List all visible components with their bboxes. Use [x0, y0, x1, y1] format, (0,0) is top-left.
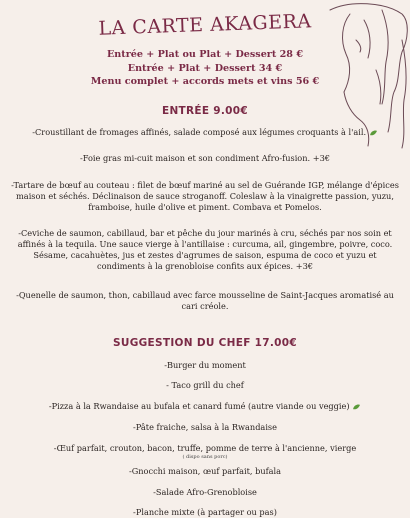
leaf-icon	[369, 130, 378, 136]
leaf-icon	[352, 404, 361, 410]
entree-item: -Ceviche de saumon, cabillaud, bar et pêche du jour marinés à cru, séchés par nos soin et affinés à la tequila. Une sauce vierge à l'antillaise : curcuma, ail, gingembre, poivre, coco. Sésame, cacahuètes, jus et zestes d'agrumes de saison, espuma de coco et yuzu et condiments à la grenobloise confits aux épices. +3€	[17, 228, 393, 271]
suggestion-item: -Planche mixte (à partager ou pas)	[133, 507, 277, 517]
entree-item: -Tartare de bœuf au couteau : filet de bœuf mariné au sel de Guérande IGP, mélange d'épices maison et séchés. Déclinaison de sauce stroganoff. Coleslaw à la vinaigrette passion, yuzu, framboise, huile d'olive et piment. Combava et Pomelos.	[11, 180, 399, 212]
price-line: Entrée + Plat + Dessert 34 €	[127, 62, 283, 74]
entree-item: -Quenelle de saumon, thon, cabillaud avec farce mousseline de Saint-Jacques aromatisé au cari créole.	[16, 290, 394, 311]
entree-item-text: -Croustillant de fromages affinés, salade composé aux légumes croquants à l'ail.	[32, 127, 367, 137]
suggestion-item: -Pâte fraiche, salsa à la Rwandaise	[133, 422, 277, 432]
price-line: Menu complet + accords mets et vins 56 €	[90, 76, 320, 87]
suggestion-item-text: -Œuf parfait, crouton, bacon, truffe, pomme de terre à l'ancienne, vierge	[53, 443, 357, 453]
suggestion-item: -Burger du moment	[164, 360, 246, 370]
entree-item	[10, 127, 400, 138]
entree-item: -Foie gras mi-cuit maison et son condiment Afro-fusion. +3€	[79, 153, 330, 163]
suggestion-item: -Salade Afro-Grenobloise	[153, 487, 257, 497]
menu-title: LA CARTE AKAGERA	[98, 10, 312, 40]
entree-heading: ENTRÉE 9.00€	[161, 105, 249, 117]
suggestion-item	[10, 443, 400, 460]
suggestion-item-text: -Pizza à la Rwandaise au bufala et canard fumé (autre viande ou veggie)	[48, 401, 350, 411]
dietary-note: ( dispo sans porc)	[182, 454, 228, 460]
suggestion-heading: SUGGESTION DU CHEF 17.00€	[113, 337, 297, 349]
suggestion-item: -Gnocchi maison, œuf parfait, bufala	[128, 466, 282, 476]
suggestion-item	[10, 401, 400, 412]
price-list	[0, 48, 410, 89]
price-line: Entrée + Plat ou Plat + Dessert 28 €	[106, 49, 303, 60]
suggestion-item: - Taco grill du chef	[166, 380, 244, 390]
